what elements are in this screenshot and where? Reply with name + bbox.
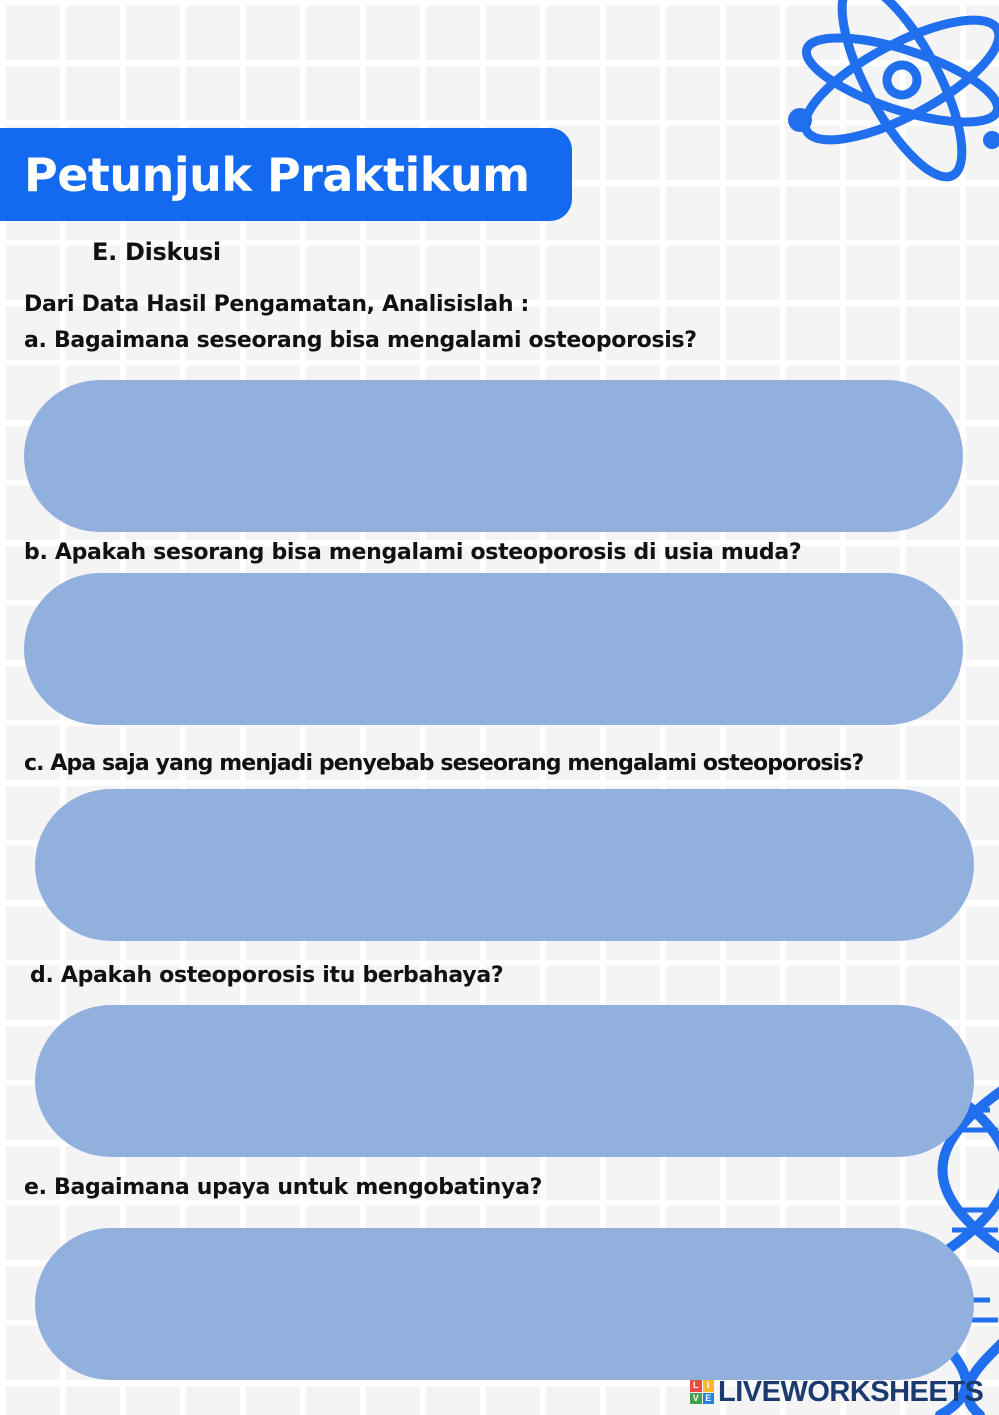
answer-field-b[interactable] [24,573,963,725]
watermark-text: LIVEWORKSHEETS [718,1375,984,1408]
question-a-label: a. Bagaimana seseorang bisa mengalami osteoporosis? [24,328,697,353]
logo-letter: V [690,1393,702,1405]
atom-icon [770,0,999,225]
answer-field-e[interactable] [35,1228,974,1380]
question-b-label: b. Apakah sesorang bisa mengalami osteoporosis di usia muda? [24,540,802,565]
question-e-label: e. Bagaimana upaya untuk mengobatinya? [24,1175,543,1200]
logo-letter: I [703,1380,715,1392]
intro-text: Dari Data Hasil Pengamatan, Analisislah : [24,292,530,317]
logo-letter: E [703,1393,715,1405]
liveworksheets-watermark [690,1377,983,1407]
answer-field-c[interactable] [35,789,974,941]
section-heading: E. Diskusi [92,238,221,266]
page-title: Petunjuk Praktikum [24,147,530,202]
logo-letter: L [690,1380,702,1392]
question-d-label: d. Apakah osteoporosis itu berbahaya? [30,963,504,988]
question-c-label: c. Apa saja yang menjadi penyebab seseorang mengalami osteoporosis? [24,751,864,776]
liveworksheets-logo-icon [690,1380,714,1404]
title-banner [0,128,572,221]
answer-field-a[interactable] [24,380,963,532]
answer-field-d[interactable] [35,1005,974,1157]
